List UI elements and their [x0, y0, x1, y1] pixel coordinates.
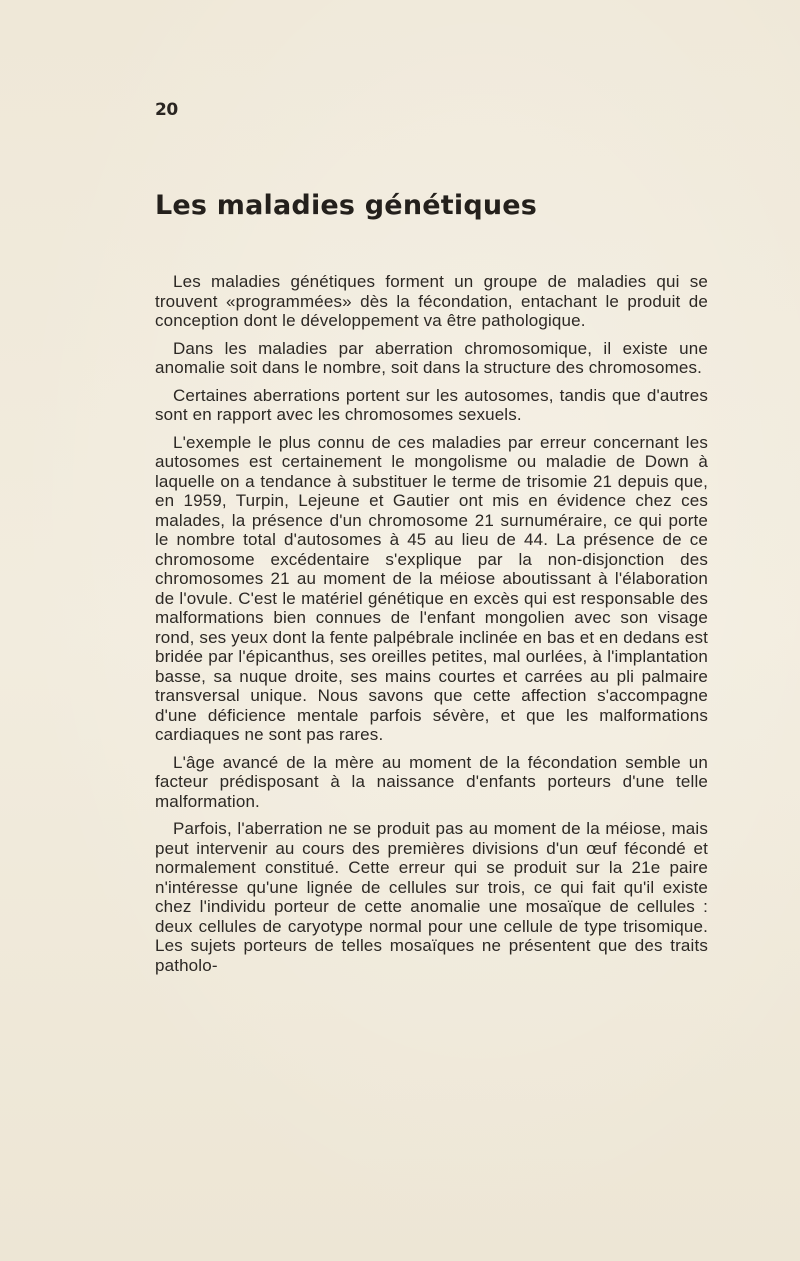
paragraph: Parfois, l'aberration ne se produit pas au moment de la méiose, mais peut intervenir au cours des premières divisions d'un œuf fécondé et normalement constitué. Cette erreur qui se produit sur la 21e paire n'intéresse qu'une lignée de cellules sur trois, ce qui fait qu'il existe chez l'individu porteur de cette anomalie une mosaïque de cellules : deux cellules de caryotype normal pour une cellule de type trisomique. Les sujets porteurs de telles mosaïques ne présentent que des traits patholo-: [155, 819, 708, 975]
chapter-title: Les maladies génétiques: [155, 190, 538, 221]
paragraph: Les maladies génétiques forment un groupe de maladies qui se trouvent «programmées» dès la fécondation, entachant le produit de conception dont le développement va être pathologique.: [155, 272, 708, 330]
body-text: [155, 272, 708, 975]
paragraph: L'âge avancé de la mère au moment de la fécondation semble un facteur prédisposant à la naissance d'enfants porteurs d'une telle malformation.: [155, 752, 708, 811]
paragraph: Dans les maladies par aberration chromosomique, il existe une anomalie soit dans le nombre, soit dans la structure des chromosomes.: [155, 338, 708, 377]
paragraph: L'exemple le plus connu de ces maladies par erreur concernant les autosomes est certainement le mongolisme ou maladie de Down à laquelle on a tendance à substituer le terme de trisomie 21 depuis que, en 1959, Turpin, Lejeune et Gautier ont mis en évidence chez ces malades, la présence d'un chromosome 21 surnuméraire, ce qui porte le nombre total d'autosomes à 45 au lieu de 44. La présence de ce chromosome excédentaire s'explique par la non-disjonction des chromosomes 21 au moment de la méiose aboutissant à l'élaboration de l'ovule. C'est le matériel génétique en excès qui est responsable des malformations bien connues de l'enfant mongolien avec son visage rond, ses yeux dont la fente palpébrale inclinée en bas et en dedans est bridée par l'épicanthus, ses oreilles petites, mal ourlées, à l'implantation basse, sa nuque droite, ses mains courtes et carrées au pli palmaire transversal unique. Nous savons que cette affection s'accompagne d'une déficience mentale parfois sévère, et que les malformations cardiaques ne sont pas rares.: [155, 432, 708, 744]
page-number: 20: [155, 100, 178, 120]
paragraph: Certaines aberrations portent sur les autosomes, tandis que d'autres sont en rapport avec les chromosomes sexuels.: [155, 385, 708, 424]
